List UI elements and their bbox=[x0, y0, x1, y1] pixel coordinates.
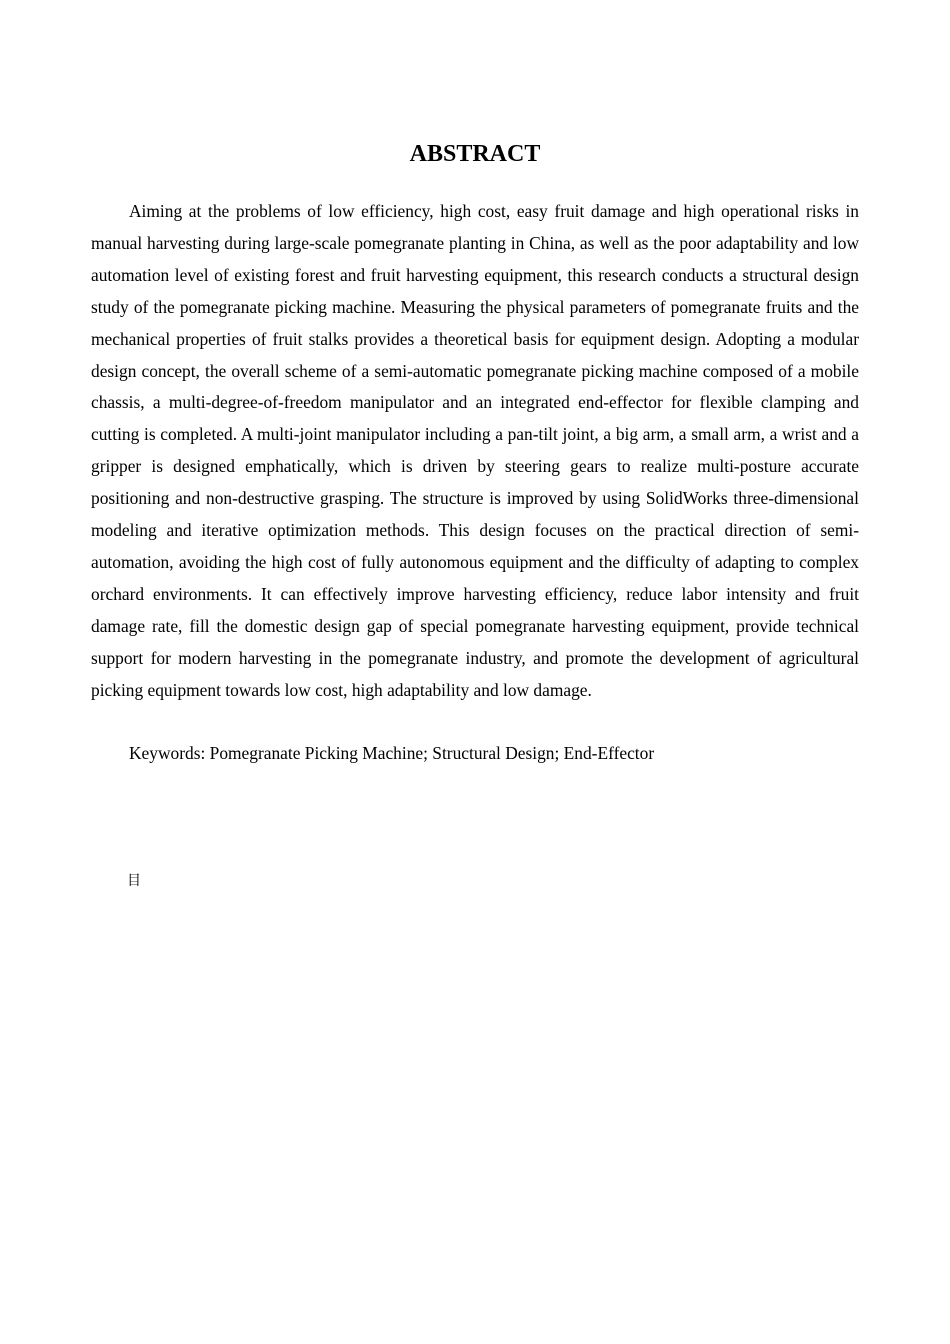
abstract-title: ABSTRACT bbox=[409, 141, 541, 167]
abstract-paragraph: Aiming at the problems of low efficiency, high cost, easy fruit damage and high operational risks in manual harvesting during large-scale pomegranate planting in China, as well as the poor adaptability and low automation level of existing forest and fruit harvesting equipment, this research conducts a structural design study of the pomegranate picking machine. Measuring the physical parameters of pomegranate fruits and the mechanical properties of fruit stalks provides a theoretical basis for equipment design. Adopting a modular design concept, the overall scheme of a semi-automatic pomegranate picking machine composed of a mobile chassis, a multi-degree-of-freedom manipulator and an integrated end-effector for flexible clamping and cutting is completed. A multi-joint manipulator including a pan-tilt joint, a big arm, a small arm, a wrist and a gripper is designed emphatically, which is driven by steering gears to realize multi-posture accurate positioning and non-destructive grasping. The structure is improved by using SolidWorks three-dimensional modeling and iterative optimization methods. This design focuses on the practical direction of semi-automation, avoiding the high cost of fully autonomous equipment and the difficulty of adapting to complex orchard environments. It can effectively improve harvesting efficiency, reduce labor intensity and fruit damage rate, fill the domestic design gap of special pomegranate harvesting equipment, provide technical support for modern harvesting in the pomegranate industry, and promote the development of agricultural picking equipment towards low cost, high adaptability and low damage. bbox=[91, 201, 859, 700]
table-of-contents-heading-fragment: 目 bbox=[127, 873, 141, 889]
keywords-line: Keywords: Pomegranate Picking Machine; Structural Design; End-Effector bbox=[129, 743, 655, 763]
